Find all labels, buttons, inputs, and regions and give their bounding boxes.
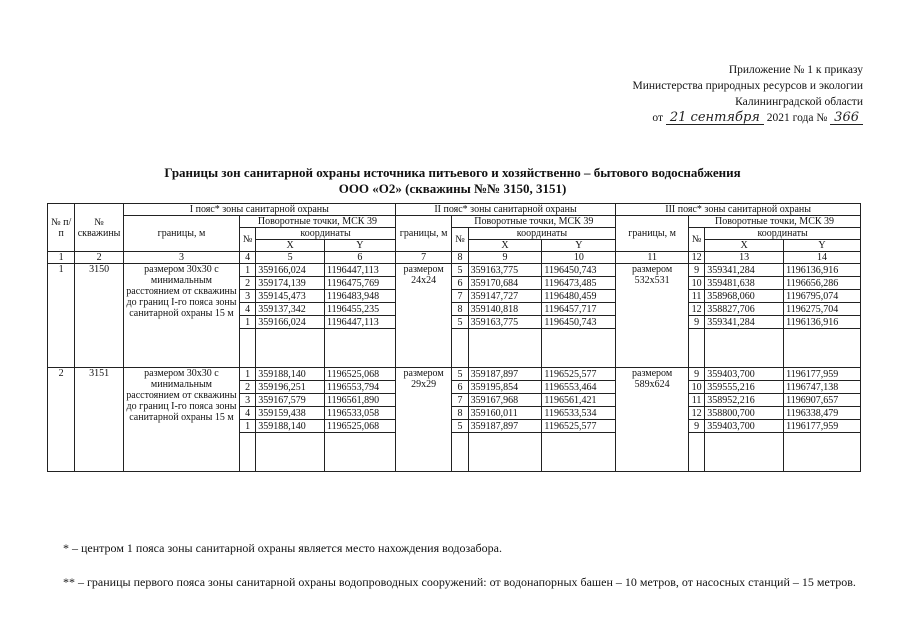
point-number: 5 <box>452 264 468 277</box>
coord-x: 359160,011 <box>468 407 542 420</box>
coord-x: 359147,727 <box>468 290 542 303</box>
coord-y: 1196473,485 <box>542 277 616 290</box>
zone1-points-header: Поворотные точки, МСК 39 <box>240 216 396 228</box>
coord-x: 359159,438 <box>256 407 325 420</box>
column-number-cell: 7 <box>395 252 452 264</box>
column-number-cell: 2 <box>75 252 124 264</box>
point-number: 1 <box>240 368 256 381</box>
point-number <box>689 433 705 472</box>
point-number <box>452 433 468 472</box>
document-title <box>0 165 905 197</box>
coord-x <box>468 433 542 472</box>
coord-x: 359163,775 <box>468 264 542 277</box>
order-header <box>633 62 863 126</box>
point-number: 9 <box>689 316 705 329</box>
coord-x <box>705 329 784 368</box>
coord-x <box>256 329 325 368</box>
point-number: 1 <box>240 316 256 329</box>
point-number: 3 <box>240 290 256 303</box>
point-number: 11 <box>689 394 705 407</box>
region-line: Калининградской области <box>735 96 863 108</box>
column-number-cell: 14 <box>784 252 861 264</box>
coord-y: 1196450,743 <box>542 316 616 329</box>
point-number: 12 <box>689 407 705 420</box>
coord-y: 1196561,421 <box>542 394 616 407</box>
table-row <box>48 368 861 381</box>
coord-x: 359195,854 <box>468 381 542 394</box>
zone2-x-header: X <box>468 240 542 252</box>
coord-y: 1196533,534 <box>542 407 616 420</box>
zone1-borders-header: границы, м <box>123 216 239 252</box>
zone3-y-header: Y <box>784 240 861 252</box>
point-number: 6 <box>452 277 468 290</box>
coord-x: 359166,024 <box>256 264 325 277</box>
zone2-y-header: Y <box>542 240 616 252</box>
point-number: 9 <box>689 264 705 277</box>
zone3-header: III пояс* зоны санитарной охраны <box>616 204 861 216</box>
point-number <box>240 329 256 368</box>
zone1-description: размером 30х30 с минимальным расстоянием от скважины до границ I-го пояса зоны санитарной охраны 15 м <box>123 264 239 368</box>
row-number: 1 <box>48 264 75 368</box>
sanitary-zones-table <box>47 203 861 472</box>
point-number: 9 <box>689 420 705 433</box>
coord-x: 359163,775 <box>468 316 542 329</box>
coord-x: 359187,897 <box>468 420 542 433</box>
coord-x: 359140,818 <box>468 303 542 316</box>
coord-y: 1196795,074 <box>784 290 861 303</box>
zone2-no-header: № <box>452 228 468 252</box>
header-row-2 <box>48 216 861 228</box>
coord-y <box>542 433 616 472</box>
coord-y: 1196275,704 <box>784 303 861 316</box>
coord-x: 359341,284 <box>705 316 784 329</box>
column-number-cell: 3 <box>123 252 239 264</box>
coord-y: 1196656,286 <box>784 277 861 290</box>
coord-y: 1196338,479 <box>784 407 861 420</box>
coord-x: 359167,579 <box>256 394 325 407</box>
point-number <box>689 329 705 368</box>
column-number-cell: 6 <box>325 252 396 264</box>
zone1-header: I пояс* зоны санитарной охраны <box>123 204 395 216</box>
coord-y: 1196525,068 <box>325 368 396 381</box>
ministry-line: Министерства природных ресурсов и экологии <box>632 80 863 92</box>
coord-x: 359403,700 <box>705 368 784 381</box>
coord-x: 359170,684 <box>468 277 542 290</box>
coord-y: 1196533,058 <box>325 407 396 420</box>
column-number-cell: 1 <box>48 252 75 264</box>
zone2-description: размером 29х29 <box>395 368 452 472</box>
point-number: 10 <box>689 381 705 394</box>
point-number: 7 <box>452 394 468 407</box>
coord-y: 1196553,464 <box>542 381 616 394</box>
zone2-coords-header: координаты <box>468 228 616 240</box>
point-number: 4 <box>240 303 256 316</box>
point-number: 3 <box>240 394 256 407</box>
coord-x: 359137,342 <box>256 303 325 316</box>
column-number-cell: 9 <box>468 252 542 264</box>
coord-y: 1196483,948 <box>325 290 396 303</box>
coord-x: 359187,897 <box>468 368 542 381</box>
coord-x: 359174,139 <box>256 277 325 290</box>
point-number: 2 <box>240 381 256 394</box>
column-number-row <box>48 252 861 264</box>
point-number: 5 <box>452 368 468 381</box>
zone3-x-header: X <box>705 240 784 252</box>
row-number: 2 <box>48 368 75 472</box>
coord-y: 1196447,113 <box>325 316 396 329</box>
point-number: 8 <box>452 407 468 420</box>
coord-x: 359341,284 <box>705 264 784 277</box>
footnote-2: ** – границы первого пояса зоны санитарной охраны водопроводных сооружений: от водонапорных башен – 10 метров, от насосных станций – 15 метров. <box>63 575 856 589</box>
coord-y: 1196561,890 <box>325 394 396 407</box>
zone1-x-header: X <box>256 240 325 252</box>
point-number: 11 <box>689 290 705 303</box>
coord-y <box>784 433 861 472</box>
zone1-coords-header: координаты <box>256 228 396 240</box>
coord-x: 359481,638 <box>705 277 784 290</box>
title-line-2: ООО «О2» (скважины №№ 3150, 3151) <box>338 181 567 196</box>
coord-y: 1196907,657 <box>784 394 861 407</box>
coord-x: 358800,700 <box>705 407 784 420</box>
zone3-points-header: Поворотные точки, МСК 39 <box>689 216 861 228</box>
zone2-borders-header: границы, м <box>395 216 452 252</box>
zone3-coords-header: координаты <box>705 228 861 240</box>
footnotes <box>63 536 863 594</box>
coord-y: 1196447,113 <box>325 264 396 277</box>
coord-y: 1196475,769 <box>325 277 396 290</box>
coord-y: 1196525,577 <box>542 420 616 433</box>
point-number: 12 <box>689 303 705 316</box>
date-prefix: от <box>652 112 663 124</box>
coord-y: 1196747,138 <box>784 381 861 394</box>
coord-y: 1196457,717 <box>542 303 616 316</box>
col-num-header: № п/п <box>48 204 75 252</box>
coord-x <box>256 433 325 472</box>
zone2-header: II пояс* зоны санитарной охраны <box>395 204 615 216</box>
zone3-borders-header: границы, м <box>616 216 689 252</box>
column-number-cell: 8 <box>452 252 468 264</box>
column-number-cell: 13 <box>705 252 784 264</box>
coord-y <box>325 329 396 368</box>
point-number: 2 <box>240 277 256 290</box>
date-suffix: 2021 года № <box>766 112 828 124</box>
coord-x: 359167,968 <box>468 394 542 407</box>
coord-x: 359196,251 <box>256 381 325 394</box>
zone3-description: размером 589х624 <box>616 368 689 472</box>
coord-y <box>784 329 861 368</box>
well-number: 3151 <box>75 368 124 472</box>
order-date-line <box>633 110 863 126</box>
zone2-description: размером 24х24 <box>395 264 452 368</box>
coord-y: 1196455,235 <box>325 303 396 316</box>
handwritten-order-number: 366 <box>830 111 863 125</box>
table-body <box>48 264 861 472</box>
coord-x: 358952,216 <box>705 394 784 407</box>
column-number-cell: 11 <box>616 252 689 264</box>
footnote-1: * – центром 1 пояса зоны санитарной охраны является место нахождения водозабора. <box>63 541 502 555</box>
column-number-cell: 10 <box>542 252 616 264</box>
coord-x: 359555,216 <box>705 381 784 394</box>
zone1-description: размером 30х30 с минимальным расстоянием от скважины до границ I-го пояса зоны санитарной охраны 15 м <box>123 368 239 472</box>
point-number: 9 <box>689 368 705 381</box>
point-number: 7 <box>452 290 468 303</box>
well-number: 3150 <box>75 264 124 368</box>
handwritten-date: 21 сентября <box>666 111 764 125</box>
coord-y: 1196136,916 <box>784 316 861 329</box>
point-number <box>452 329 468 368</box>
point-number <box>240 433 256 472</box>
coord-x: 359145,473 <box>256 290 325 303</box>
column-number-cell: 4 <box>240 252 256 264</box>
point-number: 5 <box>452 420 468 433</box>
point-number: 6 <box>452 381 468 394</box>
coord-y: 1196177,959 <box>784 420 861 433</box>
point-number: 1 <box>240 264 256 277</box>
point-number: 5 <box>452 316 468 329</box>
point-number: 4 <box>240 407 256 420</box>
coord-y: 1196525,577 <box>542 368 616 381</box>
point-number: 1 <box>240 420 256 433</box>
column-number-cell: 12 <box>689 252 705 264</box>
header-row-1 <box>48 204 861 216</box>
point-number: 10 <box>689 277 705 290</box>
coord-x: 358827,706 <box>705 303 784 316</box>
coord-y: 1196553,794 <box>325 381 396 394</box>
zone1-y-header: Y <box>325 240 396 252</box>
col-well-header: № скважины <box>75 204 124 252</box>
coord-x: 359403,700 <box>705 420 784 433</box>
coord-x: 359166,024 <box>256 316 325 329</box>
appendix-line: Приложение № 1 к приказу <box>728 64 863 76</box>
column-number-cell: 5 <box>256 252 325 264</box>
coord-x: 358968,060 <box>705 290 784 303</box>
coord-y: 1196177,959 <box>784 368 861 381</box>
coord-y: 1196525,068 <box>325 420 396 433</box>
coord-x <box>705 433 784 472</box>
coord-x <box>468 329 542 368</box>
zone3-no-header: № <box>689 228 705 252</box>
coord-y: 1196480,459 <box>542 290 616 303</box>
point-number: 8 <box>452 303 468 316</box>
coord-x: 359188,140 <box>256 420 325 433</box>
coord-y: 1196450,743 <box>542 264 616 277</box>
coord-x: 359188,140 <box>256 368 325 381</box>
zone2-points-header: Поворотные точки, МСК 39 <box>452 216 616 228</box>
zone1-no-header: № <box>240 228 256 252</box>
coord-y: 1196136,916 <box>784 264 861 277</box>
coord-y <box>325 433 396 472</box>
coord-y <box>542 329 616 368</box>
table-row <box>48 264 861 277</box>
title-line-1: Границы зон санитарной охраны источника питьевого и хозяйственно – бытового водоснабжения <box>164 165 741 180</box>
zone3-description: размером 532х531 <box>616 264 689 368</box>
